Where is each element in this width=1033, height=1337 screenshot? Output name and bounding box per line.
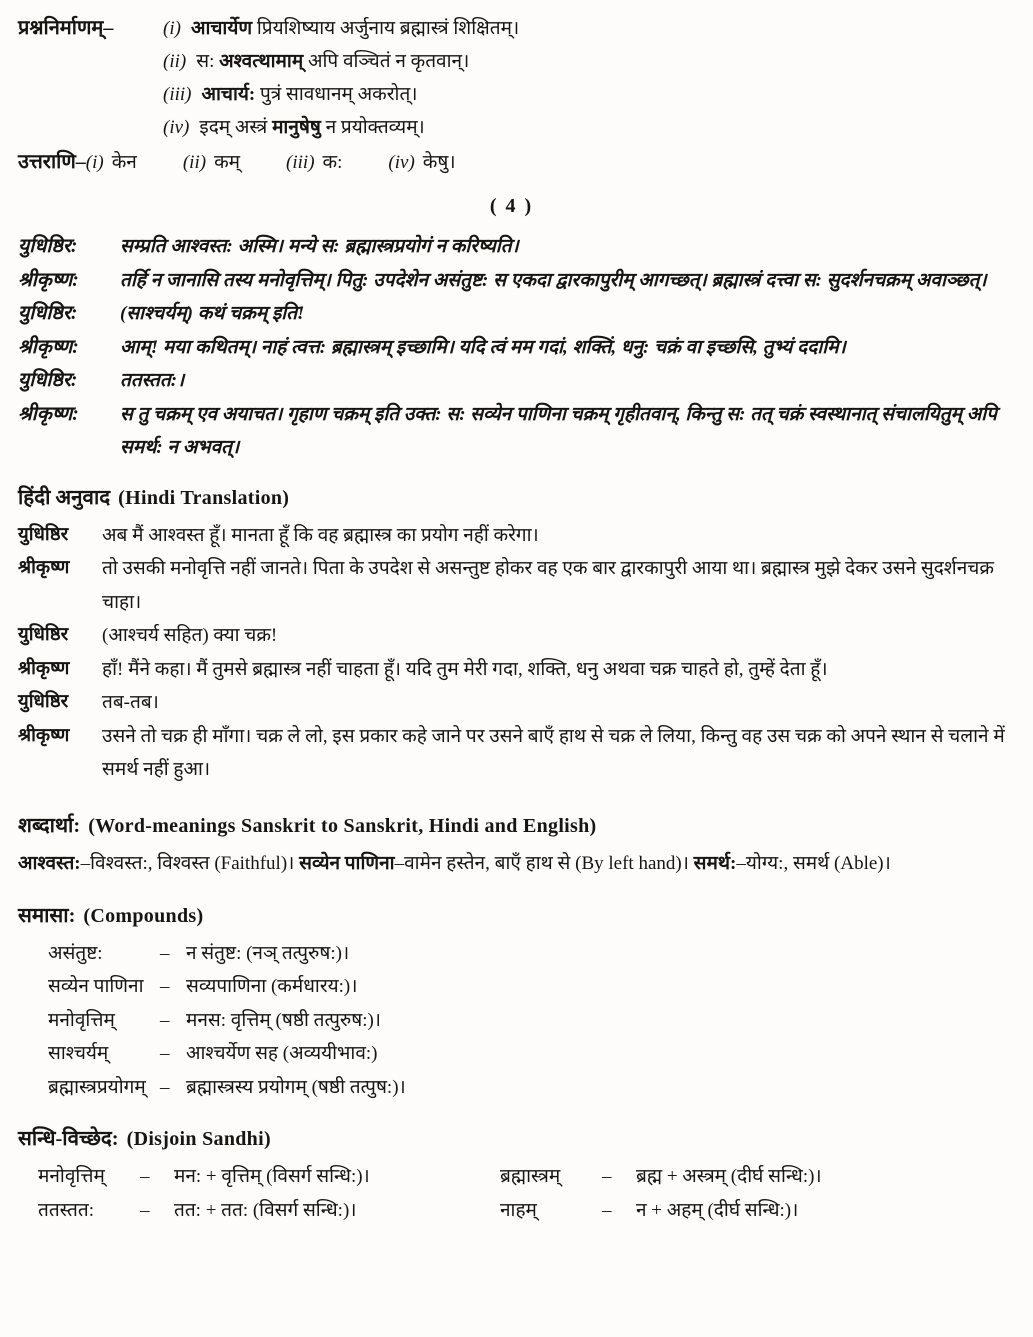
speaker-name: युधिष्ठिर	[18, 524, 69, 545]
speaker-name: श्रीकृष्ण:	[18, 336, 79, 358]
sandhi-term: मनोवृत्तिम्	[38, 1166, 105, 1187]
question-item	[163, 12, 519, 45]
dialogue-text: तर्हि न जानासि तस्य मनोवृत्तिम्। पितु: उपदेशेन असंतुष्ट: स एकदा द्वारकापुरीम् आगच्छत्। ब्रह्मास्त्रं दत्त्वा स: सुदर्शनचक्रम् अवाञ्छत्।	[120, 269, 987, 291]
compound-dash: –	[160, 1043, 170, 1064]
dialogue-row	[18, 230, 1005, 264]
dialogue-text: तो उसकी मनोवृत्ति नहीं जानते। पिता के उपदेश से असन्तुष्ट होकर वह एक बार द्वारकापुरी आया था। ब्रह्मास्त्र मुझे देकर उसने सुदर्शनचक्र चाहा।	[102, 558, 994, 613]
sandhi-expansion: न + अहम् (दीर्घ सन्धि:)।	[636, 1199, 799, 1221]
compound-row	[48, 970, 1005, 1004]
answers-line	[18, 145, 1005, 180]
compound-definition: आश्चर्येण सह (अव्ययीभाव:)	[186, 1043, 378, 1064]
speaker-name: युधिष्ठिर:	[18, 236, 78, 257]
section-number: ( 4 )	[489, 195, 534, 217]
dialogue-row	[18, 519, 1005, 553]
compound-definition: ब्रह्मास्त्रस्य प्रयोगम् (षष्ठी तत्पुष:)।	[186, 1076, 406, 1098]
compound-definition: मनस: वृत्तिम् (षष्ठी तत्पुरुष:)।	[186, 1009, 382, 1031]
sandhi-term: नाहम्	[500, 1199, 537, 1221]
compound-dash: –	[160, 1009, 170, 1031]
compound-definition: न संतुष्ट: (नञ् तत्पुरुष:)।	[186, 942, 350, 964]
compound-row	[48, 1071, 1005, 1105]
hindi-translation-heading: हिंदी अनुवाद (Hindi Translation)	[18, 486, 290, 509]
question-item-number: (iii)	[163, 84, 192, 105]
dialogue-text: स तु चक्रम् एव अयाचत। गृहाण चक्रम् इति उक्त: स: सव्येन पाणिना चक्रम् गृहीतवान्, किन्तु स: तत् चक्रं स्वस्थानात् संचालयितुम् अपि समर्थ: न अभवत्।	[120, 403, 997, 458]
question-item-text: इदम् अस्त्रं मानुषेषु न प्रयोक्तव्यम्।	[199, 117, 425, 138]
sandhi-dash: –	[602, 1199, 612, 1221]
answer-item: (i) केन	[85, 152, 137, 173]
question-item-number: (i)	[163, 18, 181, 39]
dialogue-text: ततस्तत:।	[120, 370, 185, 391]
sandhi-row	[38, 1194, 500, 1228]
compound-dash: –	[160, 1076, 170, 1098]
dialogue-row	[18, 398, 1005, 465]
dialogue-row	[18, 264, 1005, 298]
dialogue-row	[18, 331, 1005, 365]
sandhi-expansion: ब्रह्म + अस्त्रम् (दीर्घ सन्धि:)।	[636, 1166, 822, 1187]
question-item-number: (iv)	[163, 117, 190, 138]
compound-dash: –	[160, 976, 170, 997]
compound-term: साश्चर्यम्	[48, 1043, 109, 1064]
dialogue-text: उसने तो चक्र ही माँगा। चक्र ले लो, इस प्रकार कहे जाने पर उसने बाएँ हाथ से चक्र ले लिया, किन्तु वह उस चक्र को अपने स्थान से चलाने में समर्थ नहीं हुआ।	[102, 725, 1005, 780]
answer-item: (ii) कम्	[182, 152, 241, 173]
question-item	[163, 45, 1005, 78]
sandhi-line	[18, 1160, 1005, 1194]
question-section-heading: प्रश्ननिर्माणम्–	[18, 17, 114, 39]
compound-term: ब्रह्मास्त्रप्रयोगम्	[48, 1076, 146, 1098]
sandhi-line	[18, 1194, 1005, 1228]
sandhi-term: ततस्तत:	[38, 1199, 94, 1221]
compound-term: सव्येन पाणिना	[48, 976, 144, 997]
sandhi-row	[500, 1160, 1005, 1194]
speaker-name: श्रीकृष्ण:	[18, 403, 79, 425]
dialogue-row	[18, 552, 1005, 619]
compound-row	[48, 1037, 1005, 1071]
compound-row	[48, 1004, 1005, 1038]
dialogue-text: सम्प्रति आश्वस्त: अस्मि। मन्ये स: ब्रह्मास्त्रप्रयोगं न करिष्यति।	[120, 236, 519, 257]
dialogue-text: अब मैं आश्वस्त हूँ। मानता हूँ कि वह ब्रह्मास्त्र का प्रयोग नहीं करेगा।	[102, 524, 539, 546]
question-item-text: स: अश्वत्थामाम् अपि वञ्चितं न कृतवान्।	[196, 51, 470, 72]
answer-item: (iii) क:	[286, 152, 343, 173]
compounds-list	[18, 937, 1005, 1105]
sandhi-dash: –	[140, 1166, 150, 1187]
speaker-name: श्रीकृष्ण	[18, 725, 70, 746]
sandhi-expansion: तत: + तत: (विसर्ग सन्धि:)।	[174, 1199, 357, 1221]
speaker-name: युधिष्ठिर:	[18, 303, 78, 324]
sandhi-dash: –	[602, 1166, 612, 1187]
sandhi-dash: –	[140, 1199, 150, 1221]
compound-term: असंतुष्ट:	[48, 942, 103, 964]
sandhi-heading: सन्धि-विच्छेद: (Disjoin Sandhi)	[18, 1128, 271, 1150]
speaker-name: युधिष्ठिर	[18, 625, 69, 645]
dialogue-row	[18, 364, 1005, 398]
speaker-name: श्रीकृष्ण:	[18, 269, 79, 291]
question-item	[163, 111, 1005, 144]
speaker-name: युधिष्ठिर	[18, 692, 69, 712]
dialogue-text: हाँ! मैंने कहा। मैं तुमसे ब्रह्मास्त्र नहीं चाहता हूँ। यदि तुम मेरी गदा, शक्ति, धनु अथवा चक्र चाहते हो, तुम्हें देता हूँ।	[102, 658, 828, 680]
compound-row	[48, 937, 1005, 971]
word-meanings-text: आश्वस्त:–विश्वस्त:, विश्वस्त (Faithful)। सव्येन पाणिना–वामेन हस्तेन, बाएँ हाथ से (By left hand)। समर्थ:–योग्य:, समर्थ (Able)।	[18, 852, 891, 874]
question-item	[163, 78, 1005, 111]
dialogue-row	[18, 619, 1005, 653]
dialogue-text: तब-तब।	[102, 692, 159, 713]
sandhi-row	[500, 1194, 1005, 1228]
answers-heading: उत्तराणि–	[18, 151, 86, 173]
dialogue-row	[18, 720, 1005, 787]
dialogue-text: आम्! मया कथितम्। नाहं त्वत्त: ब्रह्मास्त्रम् इच्छामि। यदि त्वं मम गदां, शक्तिं, धनु: चक्रं वा इच्छसि, तुभ्यं ददामि।	[120, 336, 846, 358]
compounds-heading: समासा: (Compounds)	[18, 904, 204, 927]
sanskrit-dialogue	[18, 230, 1005, 465]
question-item-text: आचार्येण प्रियशिष्याय अर्जुनाय ब्रह्मास्त्रं शिक्षितम्।	[190, 18, 520, 39]
dialogue-row	[18, 653, 1005, 687]
speaker-name: श्रीकृष्ण	[18, 558, 70, 578]
dialogue-text: (साश्चर्यम्) कथं चक्रम् इति!	[120, 303, 305, 324]
question-item-text: आचार्य: पुत्रं सावधानम् अकरोत्।	[201, 84, 418, 105]
sandhi-list	[18, 1160, 1005, 1227]
dialogue-row	[18, 297, 1005, 331]
dialogue-row	[18, 686, 1005, 720]
dialogue-text: (आश्चर्य सहित) क्या चक्र!	[102, 625, 278, 646]
sandhi-row	[38, 1160, 500, 1194]
compound-term: मनोवृत्तिम्	[48, 1009, 115, 1031]
answer-item: (iv) केषु।	[388, 152, 456, 173]
word-meanings-heading: शब्दार्था: (Word-meanings Sanskrit to Sanskrit, Hindi and English)	[18, 814, 597, 837]
speaker-name: युधिष्ठिर:	[18, 370, 78, 391]
question-section	[18, 12, 1005, 144]
sandhi-term: ब्रह्मास्त्रम्	[500, 1166, 561, 1187]
compound-definition: सव्यपाणिना (कर्मधारय:)।	[186, 976, 358, 997]
question-item-number: (ii)	[163, 51, 187, 72]
hindi-dialogue	[18, 519, 1005, 787]
speaker-name: श्रीकृष्ण	[18, 658, 70, 679]
sandhi-expansion: मन: + वृत्तिम् (विसर्ग सन्धि:)।	[174, 1166, 370, 1187]
compound-dash: –	[160, 942, 170, 964]
